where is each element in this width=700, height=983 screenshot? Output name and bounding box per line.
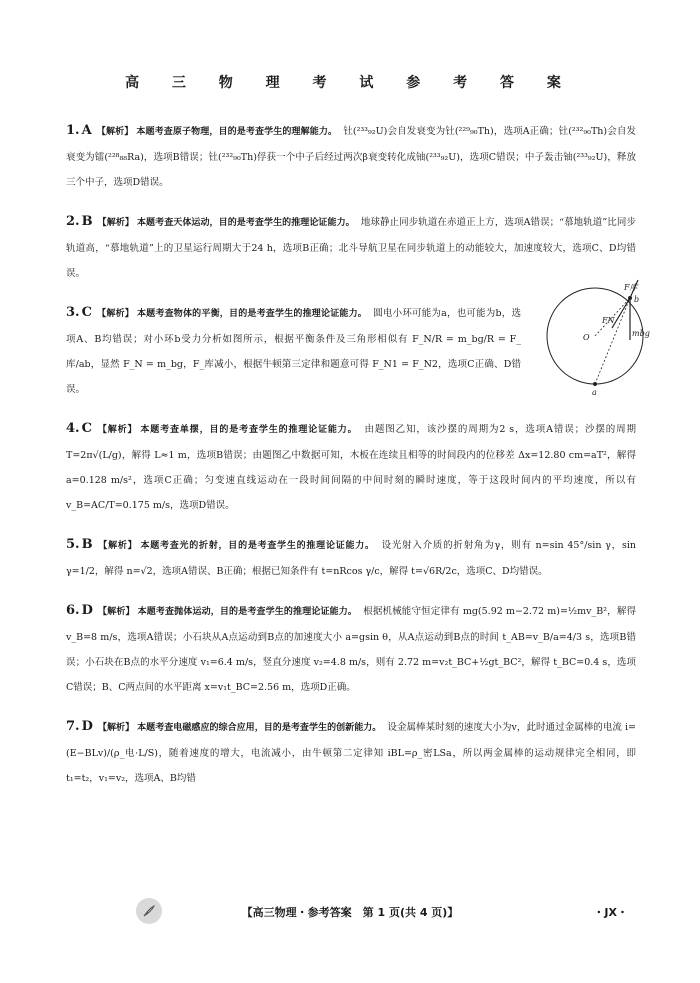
normal-force-arrow: [612, 298, 630, 328]
item-number: 4.: [66, 421, 80, 436]
item-lead: 本题考查光的折射，目的是考查学生的推理论证能力。: [140, 541, 375, 551]
footer-page-info: 【高三物理・参考答案 第 1 页(共 4 页)】: [241, 906, 459, 919]
item-body: 设光射入介质的折射角为γ，则有 n=sin 45°/sin γ，sin γ=1/2，解得 n=√2，选项A错误、B正确；根据已知条件有 t=nRcos γ/c，解得 t=√6R/2c，选项C、D均错误。: [66, 540, 636, 577]
item-lead: 本题考查物体的平衡，目的是考查学生的推理论证能力。: [136, 309, 367, 319]
chord-ab: [595, 298, 630, 384]
item-lead: 本题考查抛体运动，目的是考查学生的推理论证能力。: [137, 607, 358, 617]
answer-item-4: [66, 416, 636, 518]
item-body: 根据机械能守恒定律有 mg(5.92 m−2.72 m)=½mv_B²，解得 v_B=8 m/s，选项A错误；小石块从A点运动到B点的加速度大小 a=gsin θ，从A点运动到B点的时间 t_AB=v_B/a=4/3 s，选项B错误；小石块在B点的水平分速度 v₁=6.4 m/s，竖直分速度 v₂=4.8 m/s，则有 2.72 m=v₂t_BC+½gt_BC²，解得 t_BC=0.4 s，选项C错误；B、C两点间的水平距离 x=v₁t_BC=2.56 m，选项D正确。: [66, 606, 636, 693]
analysis-tag: 【解析】: [97, 425, 138, 435]
analysis-tag: 【解析】: [97, 309, 134, 319]
footer-code: ・JX・: [593, 906, 628, 919]
item-number: 1.: [66, 123, 80, 138]
answer-item-1: [66, 118, 636, 195]
page-title: 高 三 物 理 考 试 参 考 答 案: [125, 75, 575, 91]
item-body: 圆电小环可能为a，也可能为b，选项A、B均错误；对小环b受力分析如图所示，根据平衡条件及三角形相似有 F_N/R = m_bg/R = F_库/ab，显然 F_N = m_bg，F_库减小，根据牛顿第三定律和题意可得 F_N1 = F_N2，选项C正确、D错误。: [66, 308, 521, 395]
page-footer: [0, 898, 700, 928]
answer-item-7: [66, 714, 636, 791]
point-a-label: a: [592, 388, 597, 397]
analysis-tag: 【解析】: [97, 218, 134, 228]
item-answer: D: [81, 719, 93, 734]
analysis-tag: 【解析】: [98, 607, 135, 617]
analysis-tag: 【解析】: [96, 127, 134, 137]
force-diagram: [540, 278, 650, 398]
analysis-tag: 【解析】: [97, 723, 135, 733]
normal-force-label: FN: [602, 316, 615, 325]
answer-item-2: [66, 209, 636, 286]
item-answer: B: [81, 537, 93, 552]
point-b-dot: [628, 296, 632, 300]
answer-item-5: [66, 532, 636, 584]
gravity-label: mbg: [632, 329, 650, 338]
point-a-dot: [593, 382, 597, 386]
item-lead: 本题考查天体运动，目的是考查学生的推理论证能力。: [136, 218, 355, 228]
item-answer: D: [81, 603, 93, 618]
point-b-label: b: [634, 295, 640, 304]
circle-force-diagram: [540, 278, 650, 398]
coulomb-force-label: F库: [624, 283, 638, 292]
item-body: 由题图乙知，该沙摆的周期为2 s，选项A错误；沙摆的周期 T=2π√(L/g)，解得 L≈1 m，选项B错误；由题图乙中数据可知，木板在连续且相等的时间段内的位移差 Δx=12.80 cm=aT²，解得 a=0.128 m/s²，选项C正确；匀变速直线运动在一段时间间隔的中间时刻的瞬时速度，等于这段时间内的平均速度，所以有 v_B=AC/T=0.175 m/s，选项D错误。: [66, 424, 636, 511]
answer-list: [66, 118, 636, 805]
item-body: 设金属棒某时刻的速度大小为v，此时通过金属棒的电流 i=(E−BLv)/(ρ_电·L/S)，随着速度的增大，电流减小，由牛顿第二定律知 iBL=ρ_密LSa，所以两金属棒的运动规律完全相同，即 t₁=t₂，v₁=v₂，选项A、B均错: [66, 722, 636, 784]
center-label: O: [583, 333, 590, 342]
item-number: 6.: [66, 603, 80, 618]
item-number: 7.: [66, 719, 80, 734]
item-answer: C: [81, 305, 92, 320]
item-body: 钍(²³³₉₂U)会自发衰变为钍(²²⁹₉₀Th)，选项A正确；钍(²³²₉₀Th)会自发衰变为镭(²²⁸₈₈Ra)，选项B错误；钍(²³²₉₀Th)俘获一个中子后经过两次β衰变转化成铀(²³³₉₂U)，选项C错误；中子轰击铀(²³³₉₂U)，释放三个中子，选项D错误。: [66, 126, 636, 188]
answer-item-6: [66, 598, 636, 700]
item-answer: C: [81, 421, 92, 436]
item-lead: 本题考查单摆，目的是考查学生的推理论证能力。: [140, 425, 358, 435]
item-number: 2.: [66, 214, 80, 229]
item-number: 5.: [66, 537, 80, 552]
item-body: 地球静止同步轨道在赤道正上方，选项A错误；“慕地轨道”比同步轨道高，“慕地轨道”上的卫星运行周期大于24 h，选项B正确；北斗导航卫星在同步轨道上的动能较大，加速度较大，选项C、D均错误。: [66, 217, 636, 279]
item-answer: B: [81, 214, 93, 229]
item-lead: 本题考查原子物理，目的是考查学生的理解能力。: [136, 127, 338, 137]
item-answer: A: [81, 123, 92, 138]
analysis-tag: 【解析】: [98, 541, 138, 551]
item-number: 3.: [66, 305, 80, 320]
item-lead: 本题考查电磁感应的综合应用，目的是考查学生的创新能力。: [137, 723, 382, 733]
